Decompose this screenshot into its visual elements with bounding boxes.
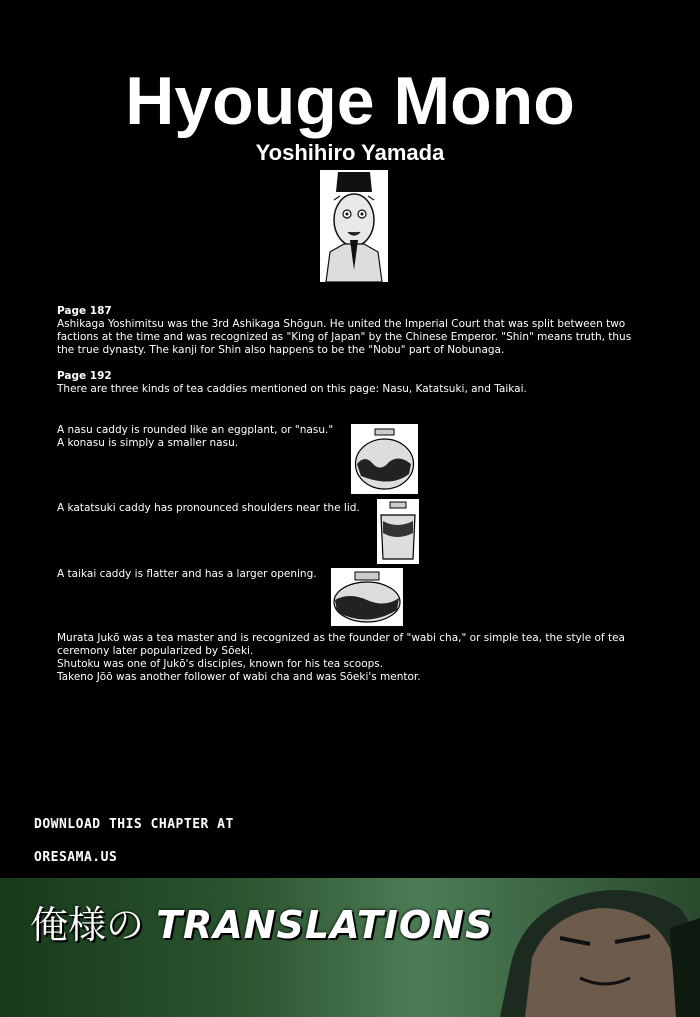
character-portrait-image	[320, 170, 388, 282]
page192-heading: Page 192	[57, 370, 112, 382]
page192-note: There are three kinds of tea caddies mentioned on this page: Nasu, Katatsuki, and Taikai.	[57, 383, 527, 395]
banner-kanji: 俺様の	[30, 903, 145, 947]
page187-heading: Page 187	[57, 305, 112, 317]
scanlation-banner	[0, 878, 700, 1017]
banner-latin: TRANSLATIONS	[156, 903, 494, 947]
page187-note: Ashikaga Yoshimitsu was the 3rd Ashikaga Shōgun. He united the Imperial Court that was split between two factions at the time and was recognized as "King of Japan" by the Chinese Emperor. "Shin" means truth, thus the true dynasty. The kanji for Shin also happens to be the "Nobu" part of Nobunaga.	[57, 318, 632, 356]
author-name: Yoshihiro Yamada	[255, 140, 445, 165]
download-label: DOWNLOAD THIS CHAPTER AT	[34, 817, 234, 832]
shutoku-note: Shutoku was one of Jukō's disciples, known for his tea scoops.	[57, 658, 384, 670]
notes-block	[57, 305, 647, 396]
taikai-note: A taikai caddy is flatter and has a larger opening.	[57, 568, 317, 580]
katatsuki-caddy-image	[377, 499, 419, 564]
page-title: Hyouge Mono	[125, 63, 575, 139]
juko-note: Murata Jukō was a tea master and is recognized as the founder of "wabi cha," or simple tea, the style of tea ceremony later popularized by Sōeki.	[57, 632, 625, 657]
nasu-note-line2: A konasu is simply a smaller nasu.	[57, 437, 239, 449]
nasu-note-line1: A nasu caddy is rounded like an eggplant, or "nasu."	[57, 424, 334, 436]
banner-title	[30, 894, 493, 949]
nasu-caddy-image	[351, 424, 418, 494]
download-site-link[interactable]: ORESAMA.US	[34, 850, 118, 865]
katatsuki-note: A katatsuki caddy has pronounced shoulders near the lid.	[57, 502, 360, 514]
taikai-caddy-image	[331, 568, 403, 626]
takeno-note: Takeno Jōō was another follower of wabi cha and was Sōeki's mentor.	[57, 671, 421, 683]
